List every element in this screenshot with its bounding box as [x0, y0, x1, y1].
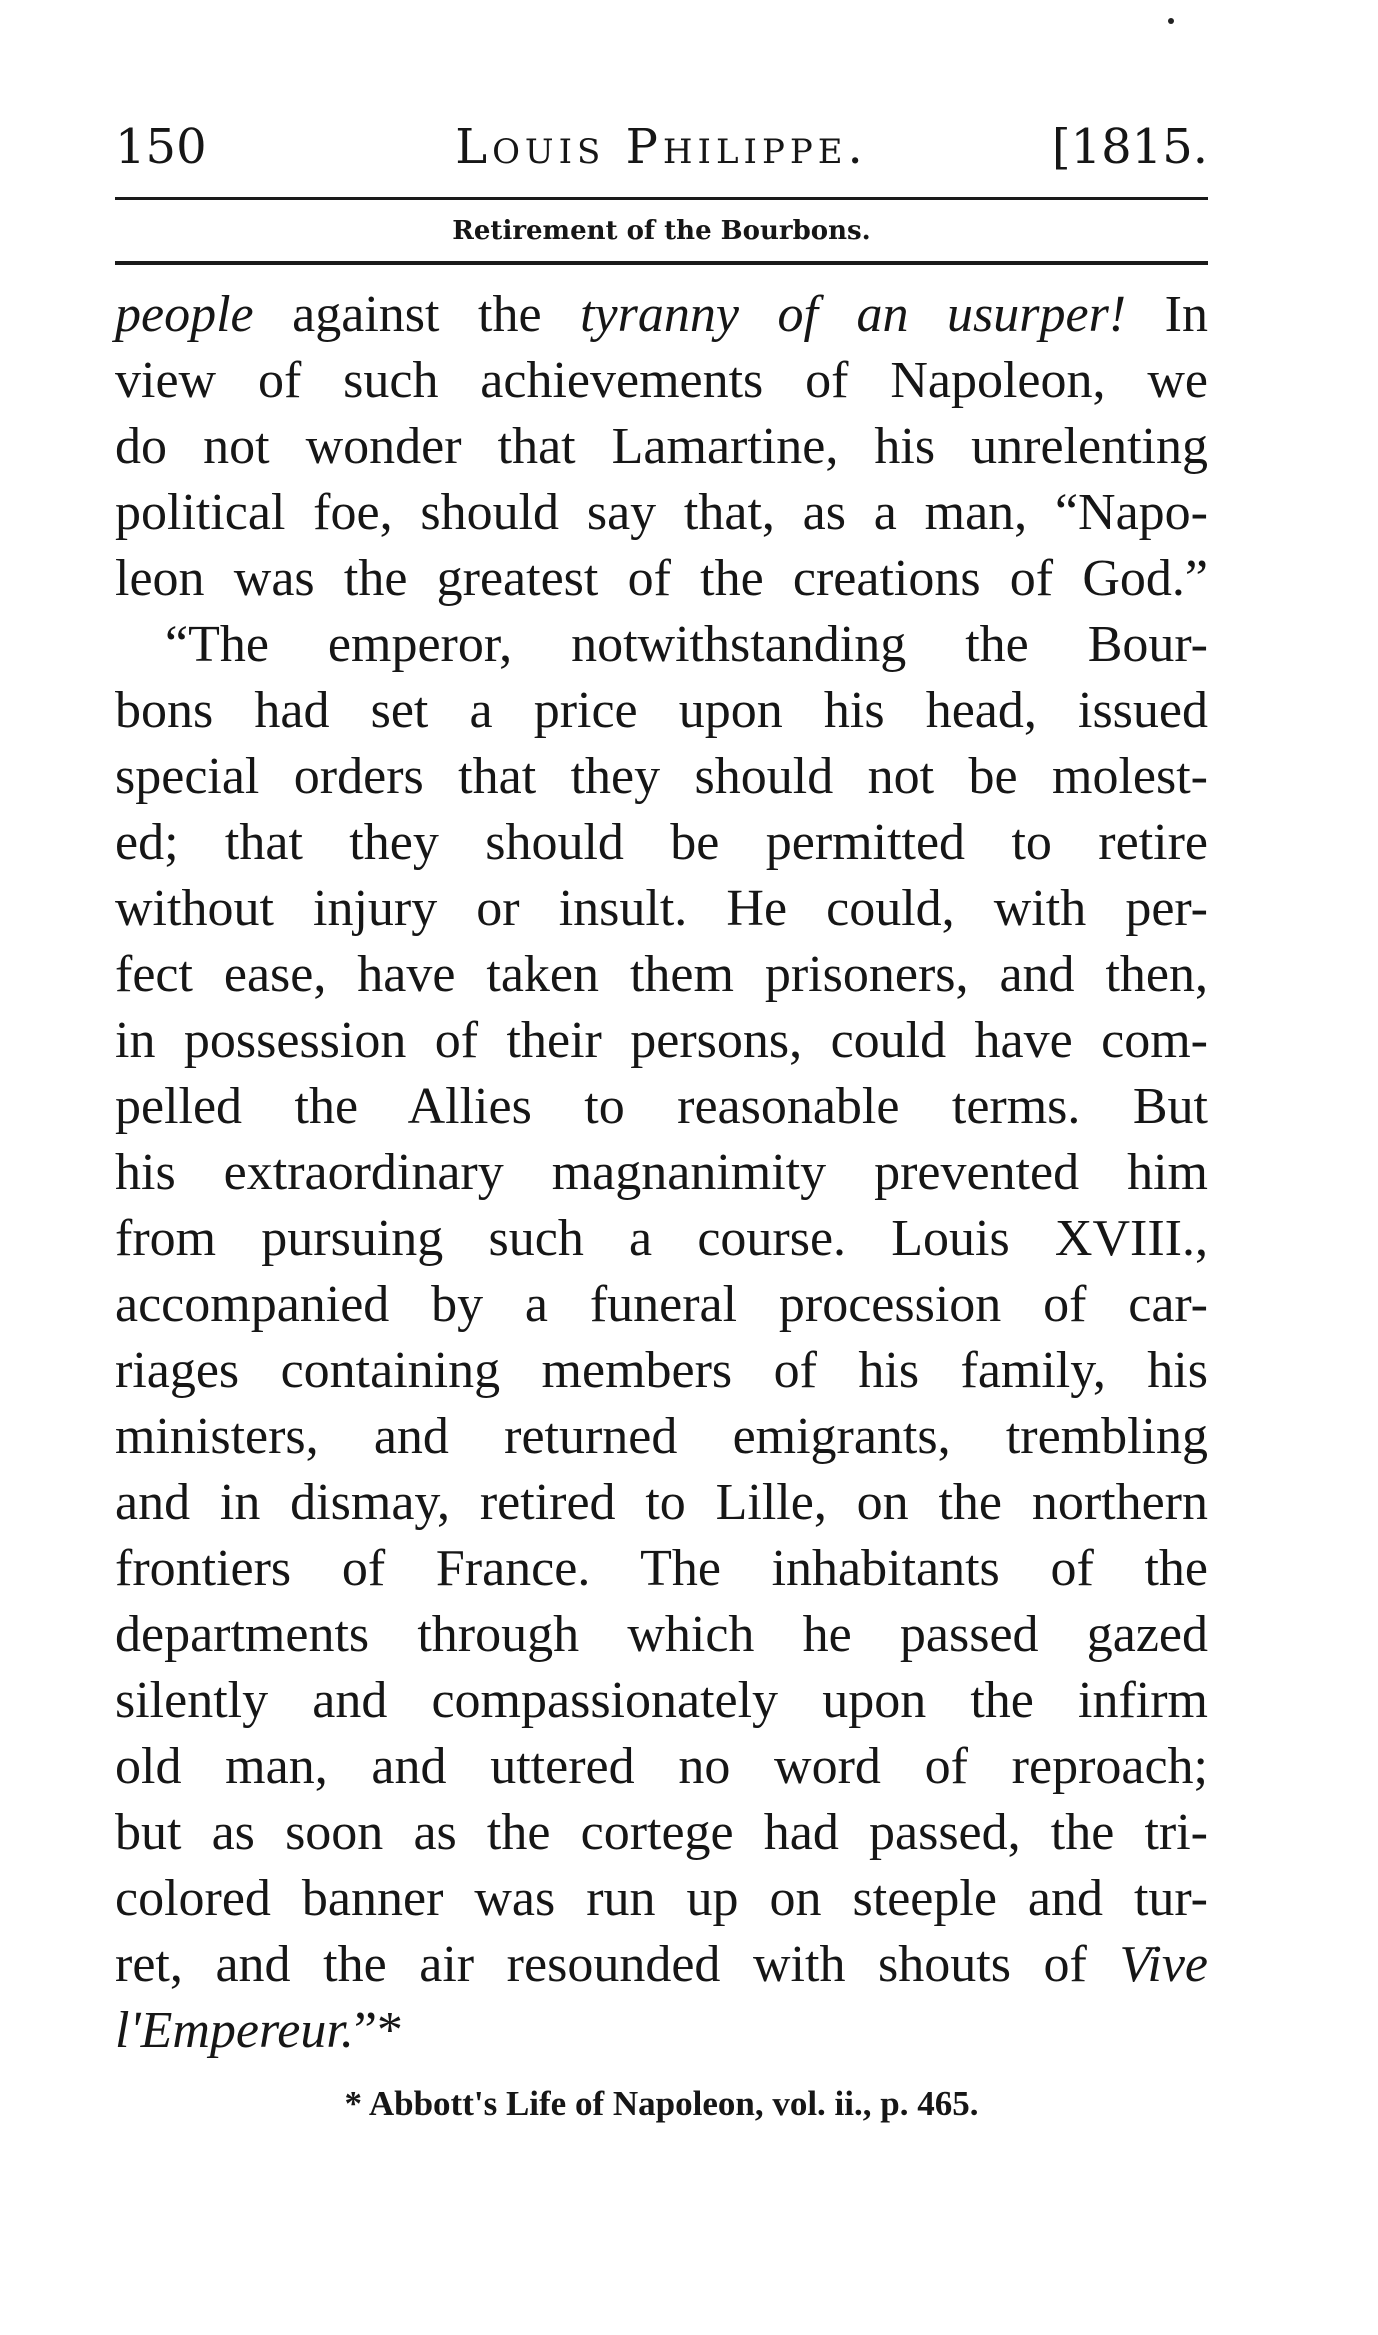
text-segment: special orders that they should not be molest-	[115, 748, 1208, 805]
text-line	[115, 348, 1208, 414]
text-segment: accompanied by a funeral procession of car-	[115, 1276, 1208, 1333]
section-heading: Retirement of the Bourbons.	[452, 216, 871, 246]
text-line	[115, 1536, 1208, 1602]
text-segment: from pursuing such a course. Louis XVIII.,	[115, 1210, 1208, 1267]
text-segment: leon was the greatest of the creations of God.”	[115, 550, 1208, 607]
italic-text-segment: tyranny of an usurper!	[580, 286, 1127, 343]
text-line	[115, 1668, 1208, 1734]
text-line	[115, 282, 1208, 348]
text-line	[115, 678, 1208, 744]
text-segment: “The emperor, notwithstanding the Bour-	[165, 616, 1208, 673]
running-head	[115, 112, 1208, 182]
text-line	[115, 1470, 1208, 1536]
text-line	[115, 480, 1208, 546]
text-segment: ed; that they should be permitted to retire	[115, 814, 1208, 871]
ink-speck	[1168, 18, 1174, 24]
text-segment: his extraordinary magnanimity prevented him	[115, 1144, 1208, 1201]
page-number: 150	[115, 119, 207, 175]
text-segment: ministers, and returned emigrants, trembling	[115, 1408, 1208, 1465]
text-segment: pelled the Allies to reasonable terms. But	[115, 1078, 1208, 1135]
text-segment: colored banner was run up on steeple and tur-	[115, 1870, 1208, 1927]
text-line	[115, 1800, 1208, 1866]
text-segment: bons had set a price upon his head, issued	[115, 682, 1208, 739]
text-line	[115, 1866, 1208, 1932]
text-line	[115, 1008, 1208, 1074]
text-segment: and in dismay, retired to Lille, on the northern	[115, 1474, 1208, 1531]
text-segment: without injury or insult. He could, with per-	[115, 880, 1208, 937]
text-segment: but as soon as the cortege had passed, the tri-	[115, 1804, 1208, 1861]
text-segment: ret, and the air resounded with shouts of	[115, 1936, 1120, 1993]
text-line	[115, 414, 1208, 480]
text-line	[115, 942, 1208, 1008]
text-line	[115, 1404, 1208, 1470]
text-segment: in possession of their persons, could have com-	[115, 1012, 1208, 1069]
text-segment: frontiers of France. The inhabitants of the	[115, 1540, 1208, 1597]
text-line	[115, 1272, 1208, 1338]
text-line	[115, 744, 1208, 810]
running-date: [1815.	[1051, 119, 1208, 175]
text-segment: old man, and uttered no word of reproach;	[115, 1738, 1208, 1795]
text-line	[115, 1734, 1208, 1800]
header-rule-bottom	[115, 261, 1208, 265]
text-segment: political foe, should say that, as a man, “Napo-	[115, 484, 1208, 541]
text-segment: view of such achievements of Napoleon, we	[115, 352, 1208, 409]
text-line	[115, 1074, 1208, 1140]
text-segment: departments through which he passed gazed	[115, 1606, 1208, 1663]
text-line	[115, 1140, 1208, 1206]
text-segment: against the	[253, 286, 581, 343]
running-title: Louis Philippe.	[455, 119, 868, 175]
header-rule-top	[115, 197, 1208, 200]
text-line	[115, 810, 1208, 876]
text-line	[115, 1998, 1208, 2064]
text-line	[115, 612, 1208, 678]
italic-text-segment: people	[115, 286, 254, 343]
text-segment: In	[1126, 286, 1208, 343]
italic-text-segment: l'Empereur.	[115, 2002, 354, 2059]
text-segment: do not wonder that Lamartine, his unrelenting	[115, 418, 1208, 475]
text-segment: ”*	[353, 2002, 403, 2059]
italic-text-segment: Vive	[1119, 1936, 1208, 1993]
text-line	[115, 546, 1208, 612]
text-line	[115, 1338, 1208, 1404]
text-line	[115, 1206, 1208, 1272]
text-segment: riages containing members of his family, his	[115, 1342, 1208, 1399]
text-line	[115, 876, 1208, 942]
text-segment: silently and compassionately upon the infirm	[115, 1672, 1208, 1729]
text-line	[115, 1932, 1208, 1998]
text-segment: fect ease, have taken them prisoners, and then,	[115, 946, 1208, 1003]
footnote: * Abbott's Life of Napoleon, vol. ii., p. 465.	[344, 2084, 979, 2123]
text-line	[115, 1602, 1208, 1668]
body-text	[115, 282, 1208, 2064]
